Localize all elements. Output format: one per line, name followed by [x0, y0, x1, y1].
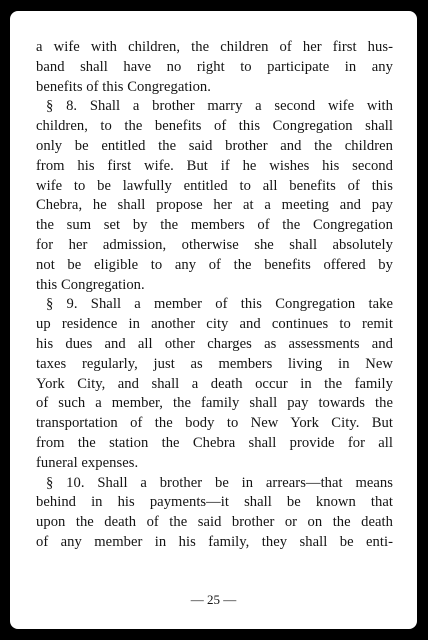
- text-line: § 10. Shall a brother be in arrears—that means: [46, 474, 393, 491]
- text-line: this Congregation.: [36, 276, 145, 293]
- text-line: up residence in another city and continues to remit: [36, 316, 393, 333]
- text-line: upon the death of the said brother or on the death: [36, 514, 393, 531]
- text-line: Chebra, he shall propose her at a meeting and pay: [36, 197, 393, 214]
- text-line: § 8. Shall a brother marry a second wife with: [46, 98, 393, 115]
- text-line: his dues and all other charges as assessments and: [36, 335, 393, 352]
- text-line: § 9. Shall a member of this Congregation take: [46, 296, 393, 313]
- text-line: funeral expenses.: [36, 454, 139, 471]
- text-line: from his first wife. But if he wishes his second: [36, 157, 393, 174]
- body-text: [36, 38, 393, 553]
- text-line: York City, and shall a death occur in the family: [36, 375, 393, 392]
- text-line: for her admission, otherwise she shall absolutely: [36, 236, 393, 253]
- text-line: taxes regularly, just as members living in New: [36, 355, 393, 372]
- page-number: — 25 —: [190, 592, 237, 607]
- text-line: a wife with children, the children of her first hus-: [36, 39, 393, 55]
- text-line: transportation of the body to New York City. But: [36, 415, 393, 432]
- text-line: of any member in his family, they shall be enti-: [36, 533, 393, 550]
- text-line: not be eligible to any of the benefits offered by: [36, 256, 393, 273]
- text-line: benefits of this Congregation.: [36, 78, 211, 95]
- text-line: behind in his payments—it shall be known that: [36, 494, 393, 511]
- text-line: wife to be lawfully entitled to all benefits of this: [36, 177, 393, 194]
- text-line: band shall have no right to participate in any: [36, 58, 393, 75]
- text-line: of such a member, the family shall pay towards the: [36, 395, 393, 412]
- text-line: children, to the benefits of this Congregation shall: [36, 118, 393, 135]
- book-page: [10, 11, 417, 629]
- text-line: from the station the Chebra shall provide for all: [36, 434, 393, 451]
- text-line: only be entitled the said brother and the children: [36, 137, 393, 154]
- text-line: the sum set by the members of the Congregation: [36, 217, 393, 234]
